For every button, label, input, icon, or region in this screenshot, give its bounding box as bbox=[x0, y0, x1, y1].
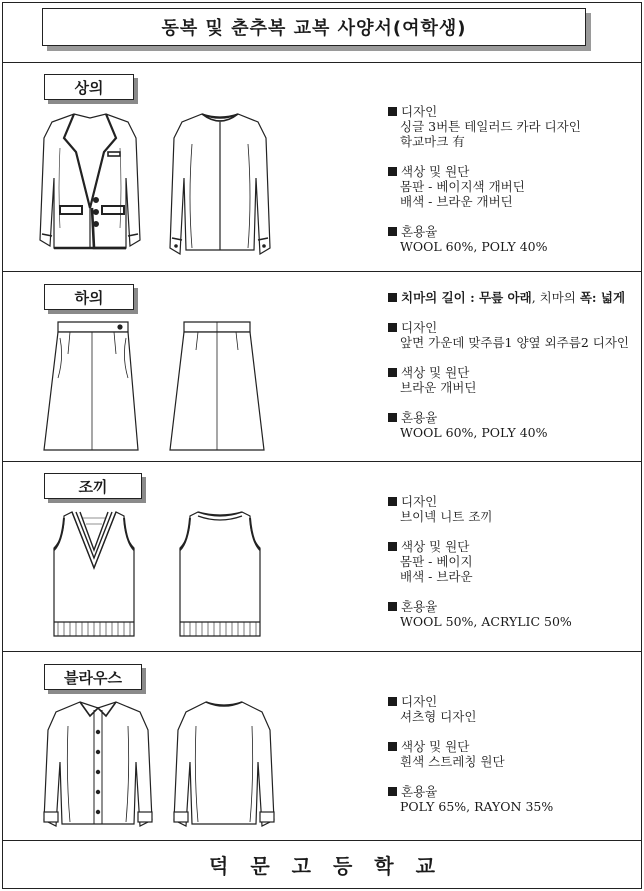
spec-group: 색상 및 원단 몸판 - 베이지색 개버딘 배색 - 브라운 개버딘 bbox=[388, 164, 581, 209]
jacket-back-drawing bbox=[168, 108, 272, 260]
spec-group: 색상 및 원단 흰색 스트레칭 원단 bbox=[388, 739, 553, 769]
page-title-box bbox=[42, 8, 586, 46]
bullet-icon bbox=[388, 227, 397, 236]
bullet-icon bbox=[388, 602, 397, 611]
spec-group: 혼용율 WOOL 50%, ACRYLIC 50% bbox=[388, 599, 572, 629]
bullet-icon bbox=[388, 323, 397, 332]
bullet-icon bbox=[388, 787, 397, 796]
school-name-footer bbox=[2, 840, 642, 889]
section-label-vest: 조끼 bbox=[44, 473, 142, 499]
spec-group: 디자인 앞면 가운데 맞주름1 양옆 외주름2 디자인 bbox=[388, 320, 629, 350]
bullet-icon bbox=[388, 742, 397, 751]
spec-group: 혼용율 WOOL 60%, POLY 40% bbox=[388, 410, 629, 440]
skirt-length-note: 치마의 길이 : 무릎 아래 , 치마의 폭: 넓게 bbox=[388, 290, 629, 305]
bullet-icon bbox=[388, 107, 397, 116]
bullet-icon bbox=[388, 497, 397, 506]
spec-group: 디자인 브이넥 니트 조끼 bbox=[388, 494, 572, 524]
bullet-icon bbox=[388, 542, 397, 551]
section-label-bottom: 하의 bbox=[44, 284, 134, 310]
skirt-back-drawing bbox=[166, 318, 268, 456]
divider bbox=[2, 62, 642, 63]
section-label-blouse: 블라우스 bbox=[44, 664, 142, 690]
blouse-front-drawing bbox=[40, 696, 156, 834]
page-title: 동복 및 춘추복 교복 사양서(여학생) bbox=[161, 18, 467, 39]
spec-group: 색상 및 원단 몸판 - 베이지 배색 - 브라운 bbox=[388, 539, 572, 584]
vest-front-drawing bbox=[50, 508, 138, 640]
bullet-icon bbox=[388, 293, 397, 302]
jacket-front-drawing bbox=[36, 108, 144, 262]
bullet-icon bbox=[388, 167, 397, 176]
spec-group: 혼용율 WOOL 60%, POLY 40% bbox=[388, 224, 581, 254]
bullet-icon bbox=[388, 368, 397, 377]
divider bbox=[2, 271, 642, 272]
spec-block-bottom bbox=[388, 290, 629, 455]
spec-group: 디자인 싱글 3버튼 테일러드 카라 디자인 학교마크 有 bbox=[388, 104, 581, 149]
spec-group: 색상 및 원단 브라운 개버딘 bbox=[388, 365, 629, 395]
divider bbox=[2, 651, 642, 652]
spec-group: 디자인 셔츠형 디자인 bbox=[388, 694, 553, 724]
section-label-top: 상의 bbox=[44, 74, 134, 100]
spec-block-vest bbox=[388, 494, 572, 644]
skirt-front-drawing bbox=[40, 318, 148, 456]
blouse-back-drawing bbox=[172, 696, 276, 834]
bullet-icon bbox=[388, 697, 397, 706]
vest-back-drawing bbox=[176, 508, 264, 640]
spec-group: 혼용율 POLY 65%, RAYON 35% bbox=[388, 784, 553, 814]
spec-block-top bbox=[388, 104, 581, 269]
school-name: 덕문고등학교 bbox=[209, 854, 457, 878]
spec-block-blouse bbox=[388, 694, 553, 829]
bullet-icon bbox=[388, 413, 397, 422]
divider bbox=[2, 461, 642, 462]
